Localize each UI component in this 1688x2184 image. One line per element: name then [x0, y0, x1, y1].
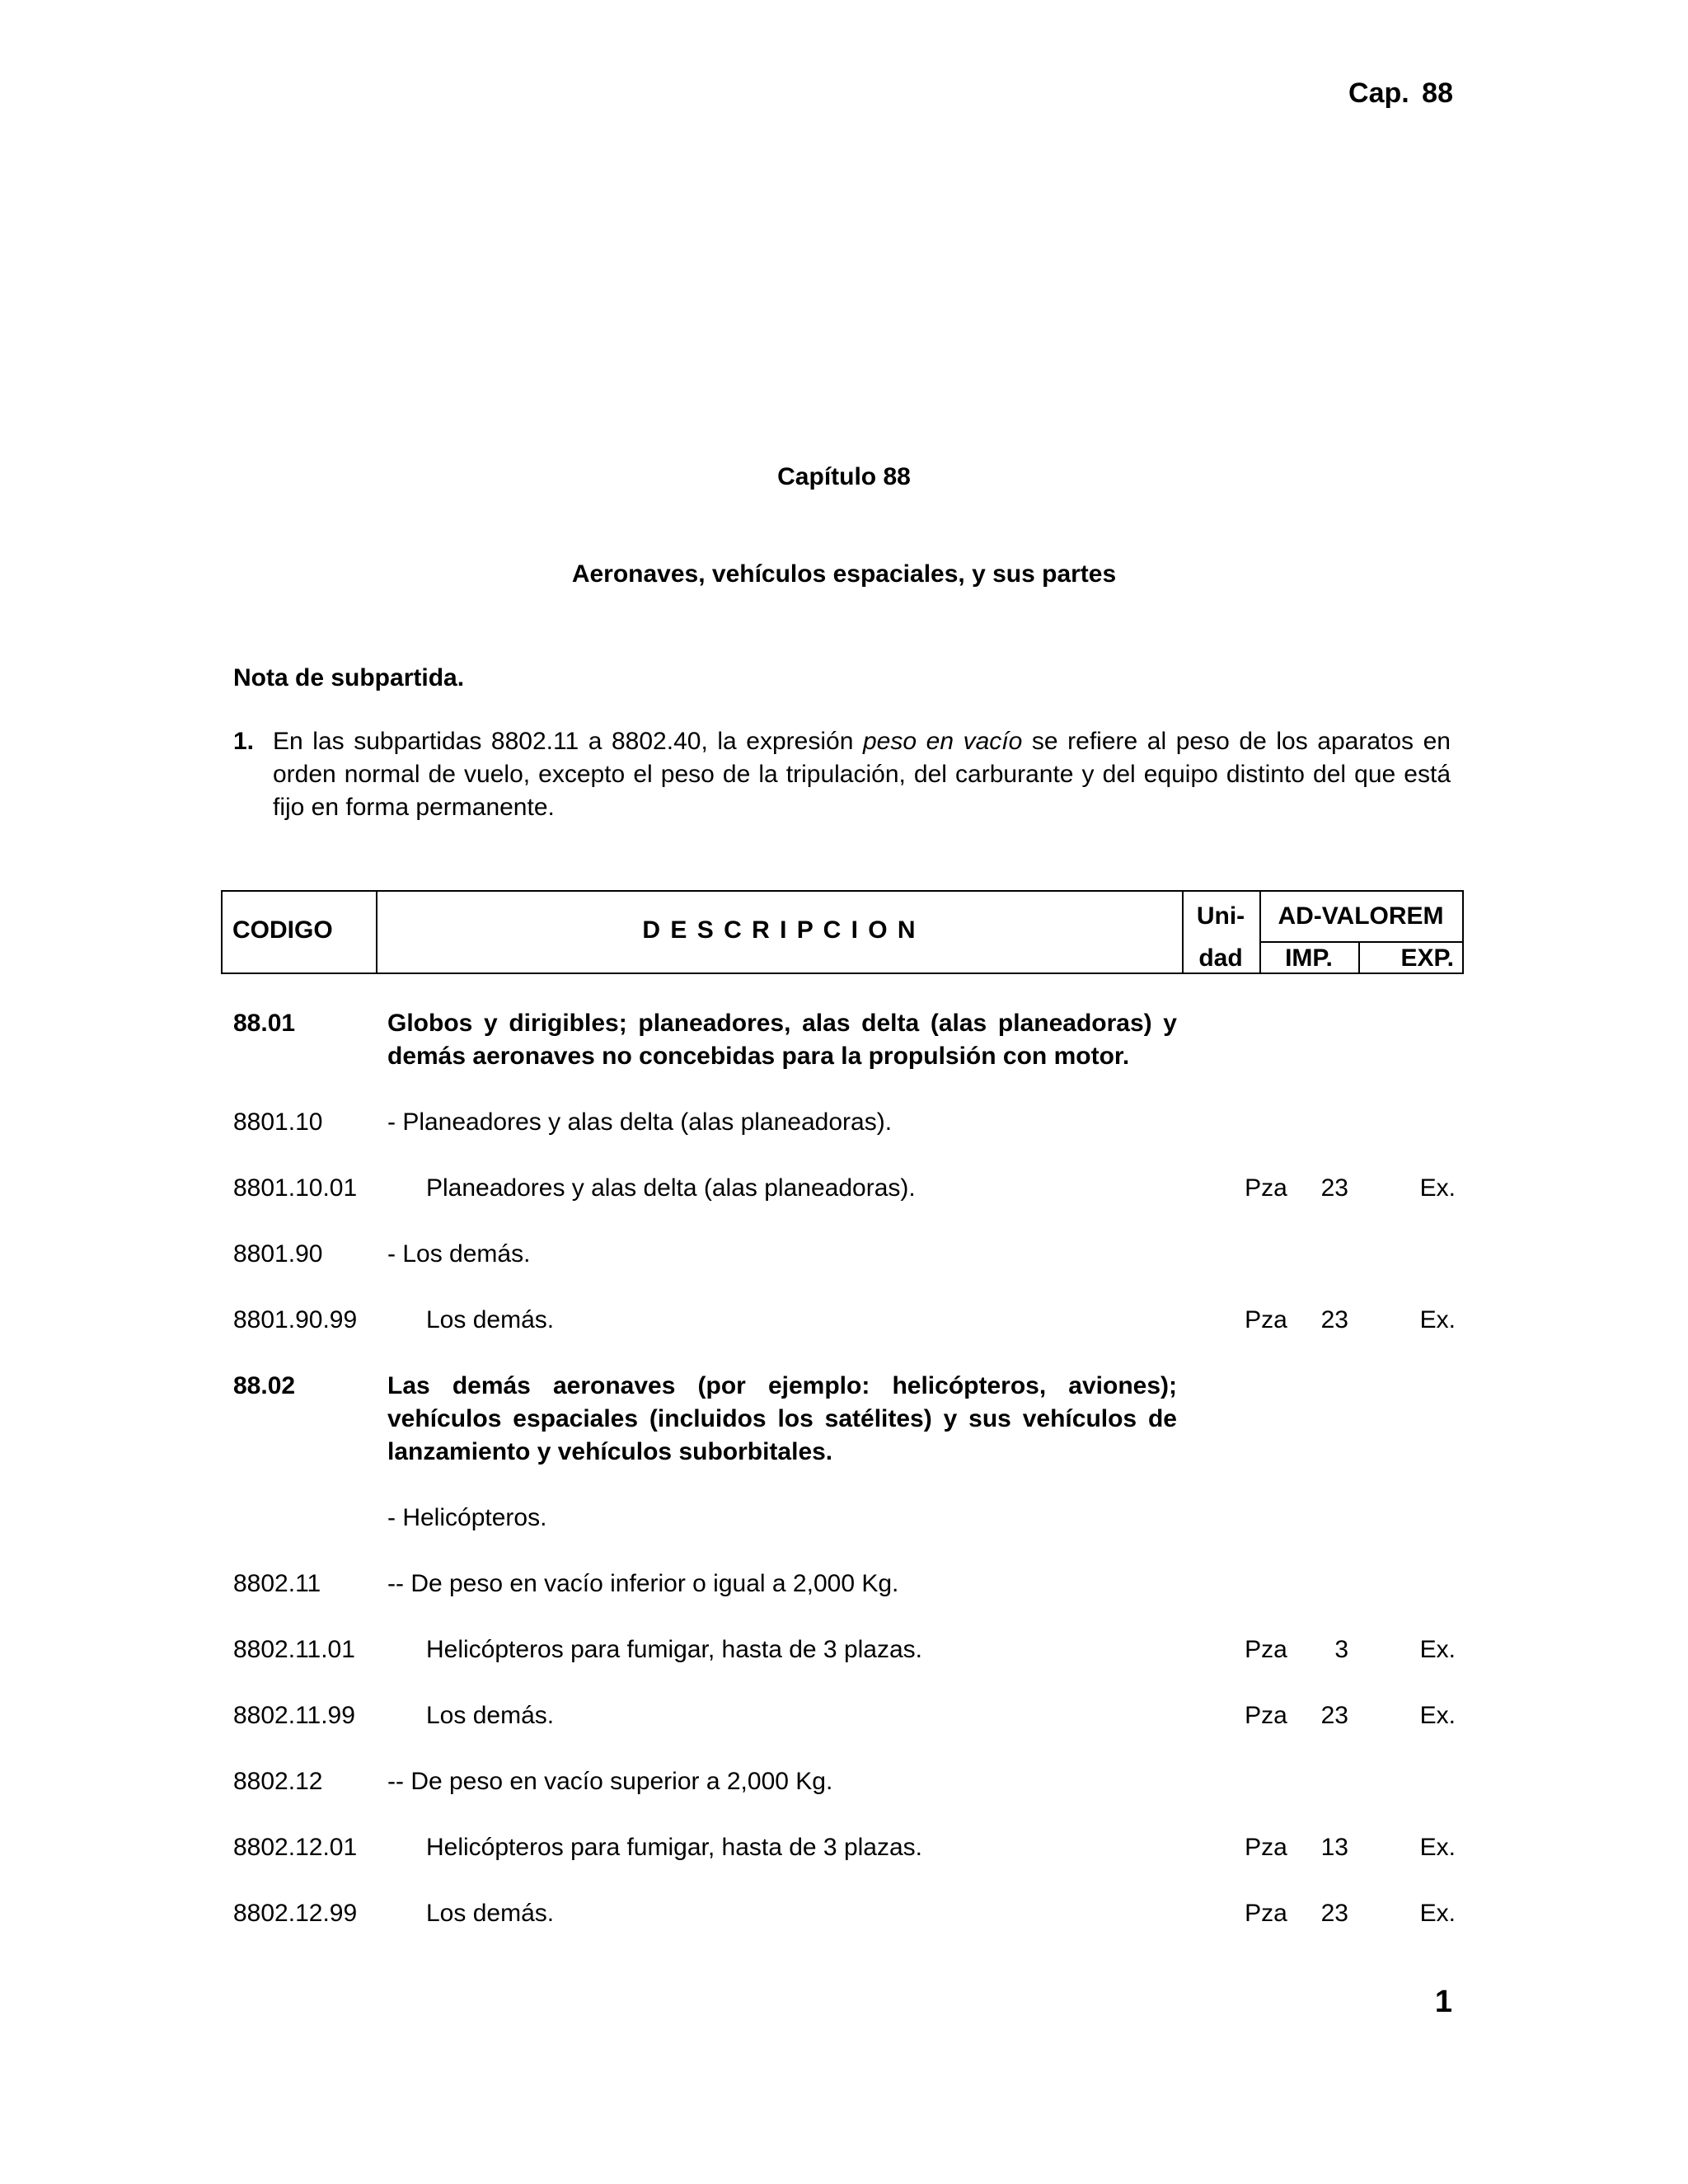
row-code: 8802.12	[233, 1768, 323, 1795]
header-exp: EXP.	[1400, 944, 1454, 972]
row-description: Helicópteros para fumigar, hasta de 3 plazas.	[426, 1636, 923, 1663]
row-unit: Pza	[1245, 1174, 1287, 1202]
row-description: - Helicópteros.	[387, 1504, 547, 1531]
header-unidad-top: Uni-	[1196, 902, 1245, 930]
row-code: 8802.11.01	[233, 1636, 355, 1663]
row-imp: 23	[1320, 1900, 1348, 1927]
note-text-part2: se refiere al peso de los aparatos en orden normal de vuelo, excepto el peso de la tripulación, del carburante y del equipo distinto del que está fijo en forma permanente.	[273, 728, 1451, 821]
note-number: 1.	[233, 728, 255, 755]
row-code: 8802.11.99	[233, 1702, 355, 1729]
row-exp: Ex.	[1419, 1702, 1456, 1729]
row-unit: Pza	[1245, 1702, 1287, 1729]
row-description: - Planeadores y alas delta (alas planeadoras).	[387, 1108, 893, 1136]
row-code: 88.01	[233, 1010, 296, 1037]
row-unit: Pza	[1245, 1900, 1287, 1927]
row-imp: 23	[1320, 1306, 1348, 1333]
row-description: Planeadores y alas delta (alas planeadoras).	[426, 1174, 916, 1202]
row-description: Las demás aeronaves (por ejemplo: helicópteros, aviones); vehículos espaciales (incluidos los satélites) y sus vehículos de lanzamiento y vehículos suborbitales.	[387, 1372, 1177, 1465]
row-code: 8801.90.99	[233, 1306, 358, 1333]
row-unit: Pza	[1245, 1306, 1287, 1333]
row-code: 88.02	[233, 1372, 296, 1399]
subheading-note	[233, 725, 1451, 824]
row-description: Helicópteros para fumigar, hasta de 3 plazas.	[426, 1834, 923, 1861]
chapter-subtitle: Aeronaves, vehículos espaciales, y sus partes	[571, 560, 1117, 588]
row-description: Los demás.	[426, 1900, 555, 1927]
row-exp: Ex.	[1419, 1834, 1456, 1861]
note-text-part1: En las subpartidas 8802.11 a 8802.40, la expresión	[273, 728, 863, 755]
row-description: -- De peso en vacío superior a 2,000 Kg.	[387, 1768, 833, 1795]
chapter-reference: Cap. 88	[1348, 77, 1453, 109]
table-header	[221, 890, 1464, 974]
chapter-title: Capítulo 88	[777, 463, 911, 490]
row-code: 8801.10.01	[233, 1174, 358, 1202]
row-unit: Pza	[1245, 1834, 1287, 1861]
row-imp: 23	[1320, 1174, 1348, 1202]
header-unidad-bottom: dad	[1198, 944, 1243, 972]
header-imp: IMP.	[1285, 944, 1333, 972]
row-description: Los demás.	[426, 1702, 555, 1729]
row-description: Globos y dirigibles; planeadores, alas delta (alas planeadoras) y demás aeronaves no concebidas para la propulsión con motor.	[387, 1010, 1177, 1070]
header-descripcion: D E S C R I P C I O N	[642, 916, 916, 944]
row-code: 8801.10	[233, 1108, 323, 1136]
row-code: 8801.90	[233, 1240, 323, 1268]
row-code: 8802.11	[233, 1570, 321, 1597]
header-advalorem: AD-VALOREM	[1278, 902, 1444, 930]
row-code: 8802.12.99	[233, 1900, 358, 1927]
row-imp: 23	[1320, 1702, 1348, 1729]
row-description: Los demás.	[426, 1306, 555, 1333]
page-number: 1	[1434, 1985, 1452, 2019]
row-exp: Ex.	[1419, 1636, 1456, 1663]
header-codigo: CODIGO	[232, 916, 333, 944]
row-exp: Ex.	[1419, 1900, 1456, 1927]
row-unit: Pza	[1245, 1636, 1287, 1663]
note-text	[273, 725, 1451, 824]
row-exp: Ex.	[1419, 1174, 1456, 1202]
row-imp: 3	[1334, 1636, 1348, 1663]
note-text-italic: peso en vacío	[862, 728, 1023, 755]
row-exp: Ex.	[1419, 1306, 1456, 1333]
note-heading: Nota de subpartida.	[233, 664, 465, 691]
row-imp: 13	[1320, 1834, 1348, 1861]
row-code: 8802.12.01	[233, 1834, 358, 1861]
row-description: -- De peso en vacío inferior o igual a 2,000 Kg.	[387, 1570, 899, 1597]
row-description: - Los demás.	[387, 1240, 531, 1268]
